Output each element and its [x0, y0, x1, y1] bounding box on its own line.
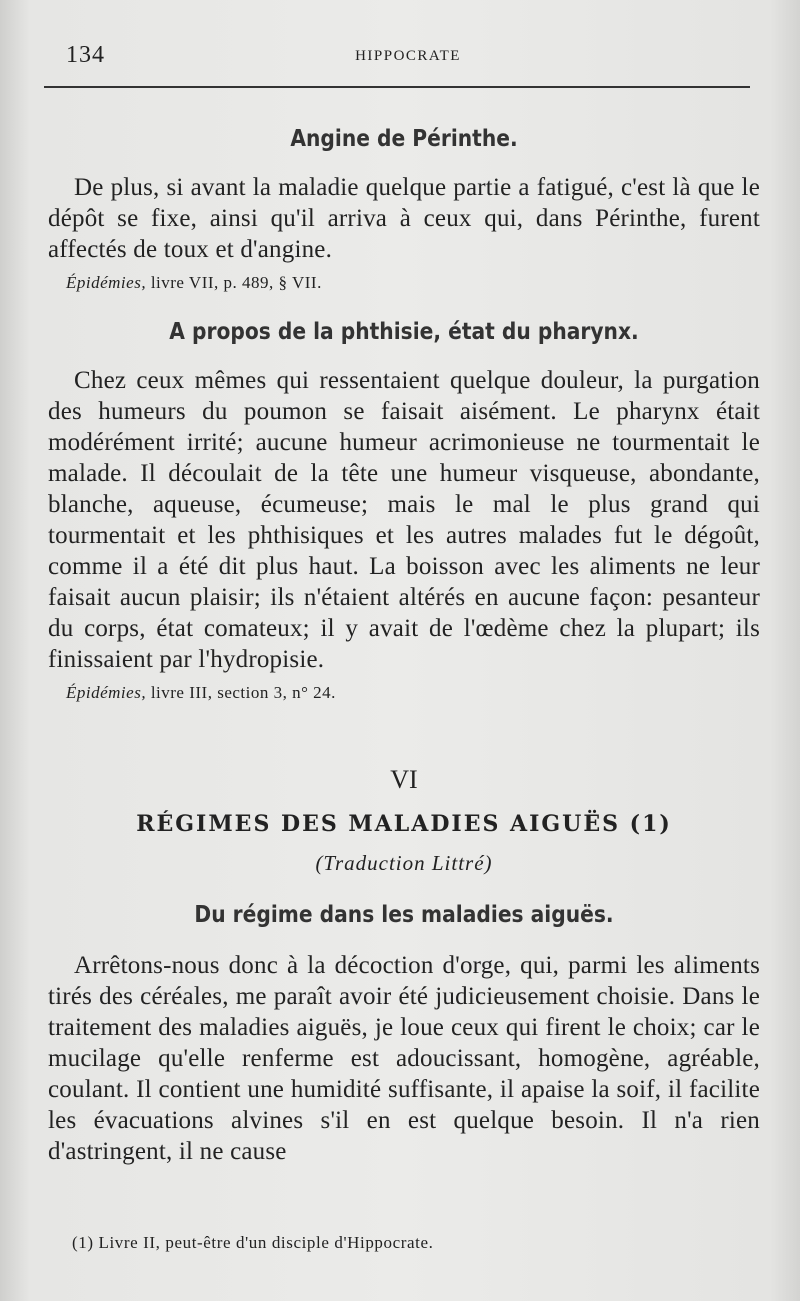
source-citation-phthisie	[48, 683, 760, 703]
chapter-title: RÉGIMES DES MALADIES AIGUËS (1)	[136, 811, 672, 837]
chapter-number: VI	[390, 765, 418, 794]
section-heading-angine: Angine de Périnthe.	[290, 126, 518, 152]
section-heading-phthisie: A propos de la phthisie, état du pharynx.	[169, 319, 639, 345]
source-reference: livre VII, p. 489, § VII.	[146, 273, 322, 292]
footnote: (1) Livre II, peut-être d'un disciple d'Hippocrate.	[72, 1233, 434, 1252]
source-reference: livre III, section 3, n° 24.	[146, 683, 336, 702]
paragraph-phthisie: Chez ceux mêmes qui ressentaient quelque douleur, la purgation des humeurs du poumon se faisait aisément. Le pharynx était modérément irrité; aucune humeur acrimonieuse ne tourmentait le malade. Il découlait de la tête une humeur visqueuse, abondante, blanche, aqueuse, écumeuse; mais le mal le plus grand qui tourmentait et les phthisiques et les autres malades fut le dégoût, comme il a été dit plus haut. La boisson avec les aliments ne leur faisait aucun plaisir; ils n'étaient altérés en aucune façon: pesanteur du corps, état comateux; il y avait de l'œdème chez la plupart; ils finissaient par l'hydropisie.	[48, 367, 760, 673]
source-citation-angine	[48, 273, 760, 293]
paragraph-regime: Arrêtons-nous donc à la décoction d'orge, qui, parmi les aliments tirés des céréales, me paraît avoir été judicieusement choisie. Dans le traitement des maladies aiguës, je loue ceux qui firent le choix; car le mucilage qu'elle renferme est adoucissant, homogène, agréable, coulant. Il contient une humidité suffisante, il apaise la soif, il facilite les évacuations alvines s'il en est quelque besoin. Il n'a rien d'astringent, il ne cause	[48, 952, 760, 1165]
paragraph-angine: De plus, si avant la maladie quelque partie a fatigué, c'est là que le dépôt se fixe, ainsi qu'il arriva à ceux qui, dans Périnthe, furent affectés de toux et d'angine.	[48, 174, 760, 263]
chapter-subtitle: (Traduction Littré)	[315, 851, 493, 875]
page-header	[66, 40, 750, 76]
source-work: Épidémies,	[66, 273, 147, 292]
running-head: HIPPOCRATE	[355, 48, 461, 64]
page-content	[48, 118, 760, 1167]
source-work: Épidémies,	[66, 683, 147, 702]
section-heading-regime: Du régime dans les maladies aiguës.	[194, 902, 614, 928]
header-rule	[44, 86, 750, 88]
page-number: 134	[66, 42, 105, 68]
